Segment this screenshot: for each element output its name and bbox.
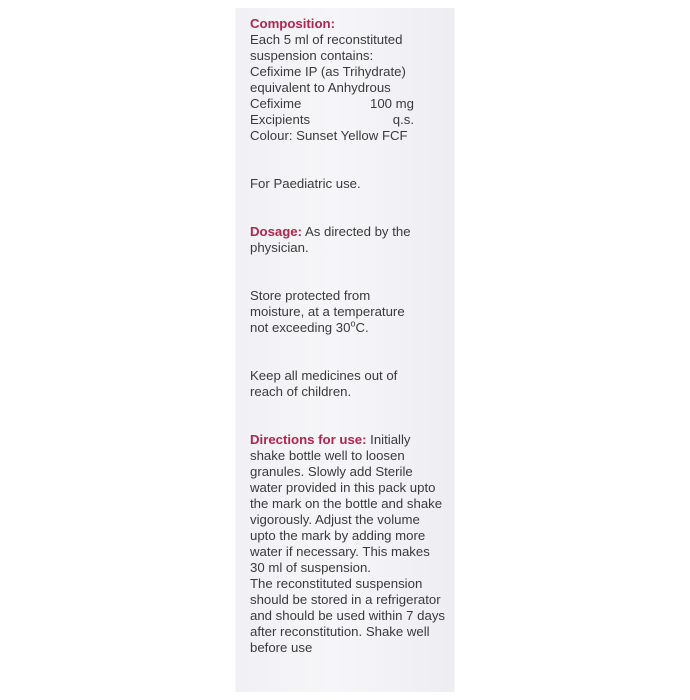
label-text (250, 16, 446, 656)
ingredient-row (250, 96, 414, 112)
ingredient-row (250, 112, 414, 128)
directions-line: shake bottle well to loosen (250, 448, 405, 463)
directions-heading: Directions for use: (250, 432, 367, 447)
keep-away-line: Keep all medicines out of (250, 368, 398, 383)
directions-line: vigorously. Adjust the volume (250, 512, 420, 527)
dosage-text: As directed by the (302, 224, 411, 239)
directions-line: 30 ml of suspension. (250, 560, 371, 575)
storage-line: moisture, at a temperature (250, 304, 405, 319)
directions-line: the mark on the bottle and shake (250, 496, 443, 511)
storage-line (250, 320, 446, 336)
directions-line: should be stored in a refrigerator (250, 592, 441, 607)
dosage-line (250, 224, 446, 240)
directions-line: after reconstitution. Shake well (250, 624, 430, 639)
directions-line: granules. Slowly add Sterile (250, 464, 413, 479)
ingredient-name: Excipients (250, 112, 311, 127)
dosage-text-continued: physician. (250, 240, 309, 255)
directions-line: water if necessary. This makes (250, 544, 430, 559)
directions-line: water provided in this pack upto (250, 480, 436, 495)
degree-sign: o (350, 318, 356, 329)
composition-heading: Composition: (250, 16, 335, 31)
paediatric-note: For Paediatric use. (250, 176, 361, 191)
composition-line: equivalent to Anhydrous (250, 80, 391, 95)
directions-line: The reconstituted suspension (250, 576, 423, 591)
ingredient-value: q.s. (392, 112, 414, 127)
directions-line: and should be used within 7 days (250, 608, 446, 623)
dosage-heading: Dosage: (250, 224, 303, 239)
directions-line: before use (250, 640, 313, 655)
storage-line: Store protected from (250, 288, 371, 303)
composition-line: Each 5 ml of reconstituted (250, 32, 403, 47)
directions-line (250, 432, 446, 448)
storage-temp-suffix: C. (355, 320, 369, 335)
composition-line: suspension contains: (250, 48, 374, 63)
directions-line: upto the mark by adding more (250, 528, 426, 543)
label-panel (236, 8, 454, 692)
storage-temp-prefix: not exceeding 30 (250, 320, 351, 335)
keep-away-line: reach of children. (250, 384, 352, 399)
ingredient-value: 100 mg (370, 96, 414, 111)
directions-text: Initially (366, 432, 411, 447)
composition-line: Cefixime IP (as Trihydrate) (250, 64, 406, 79)
colour-line: Colour: Sunset Yellow FCF (250, 128, 408, 143)
ingredient-name: Cefixime (250, 96, 302, 111)
